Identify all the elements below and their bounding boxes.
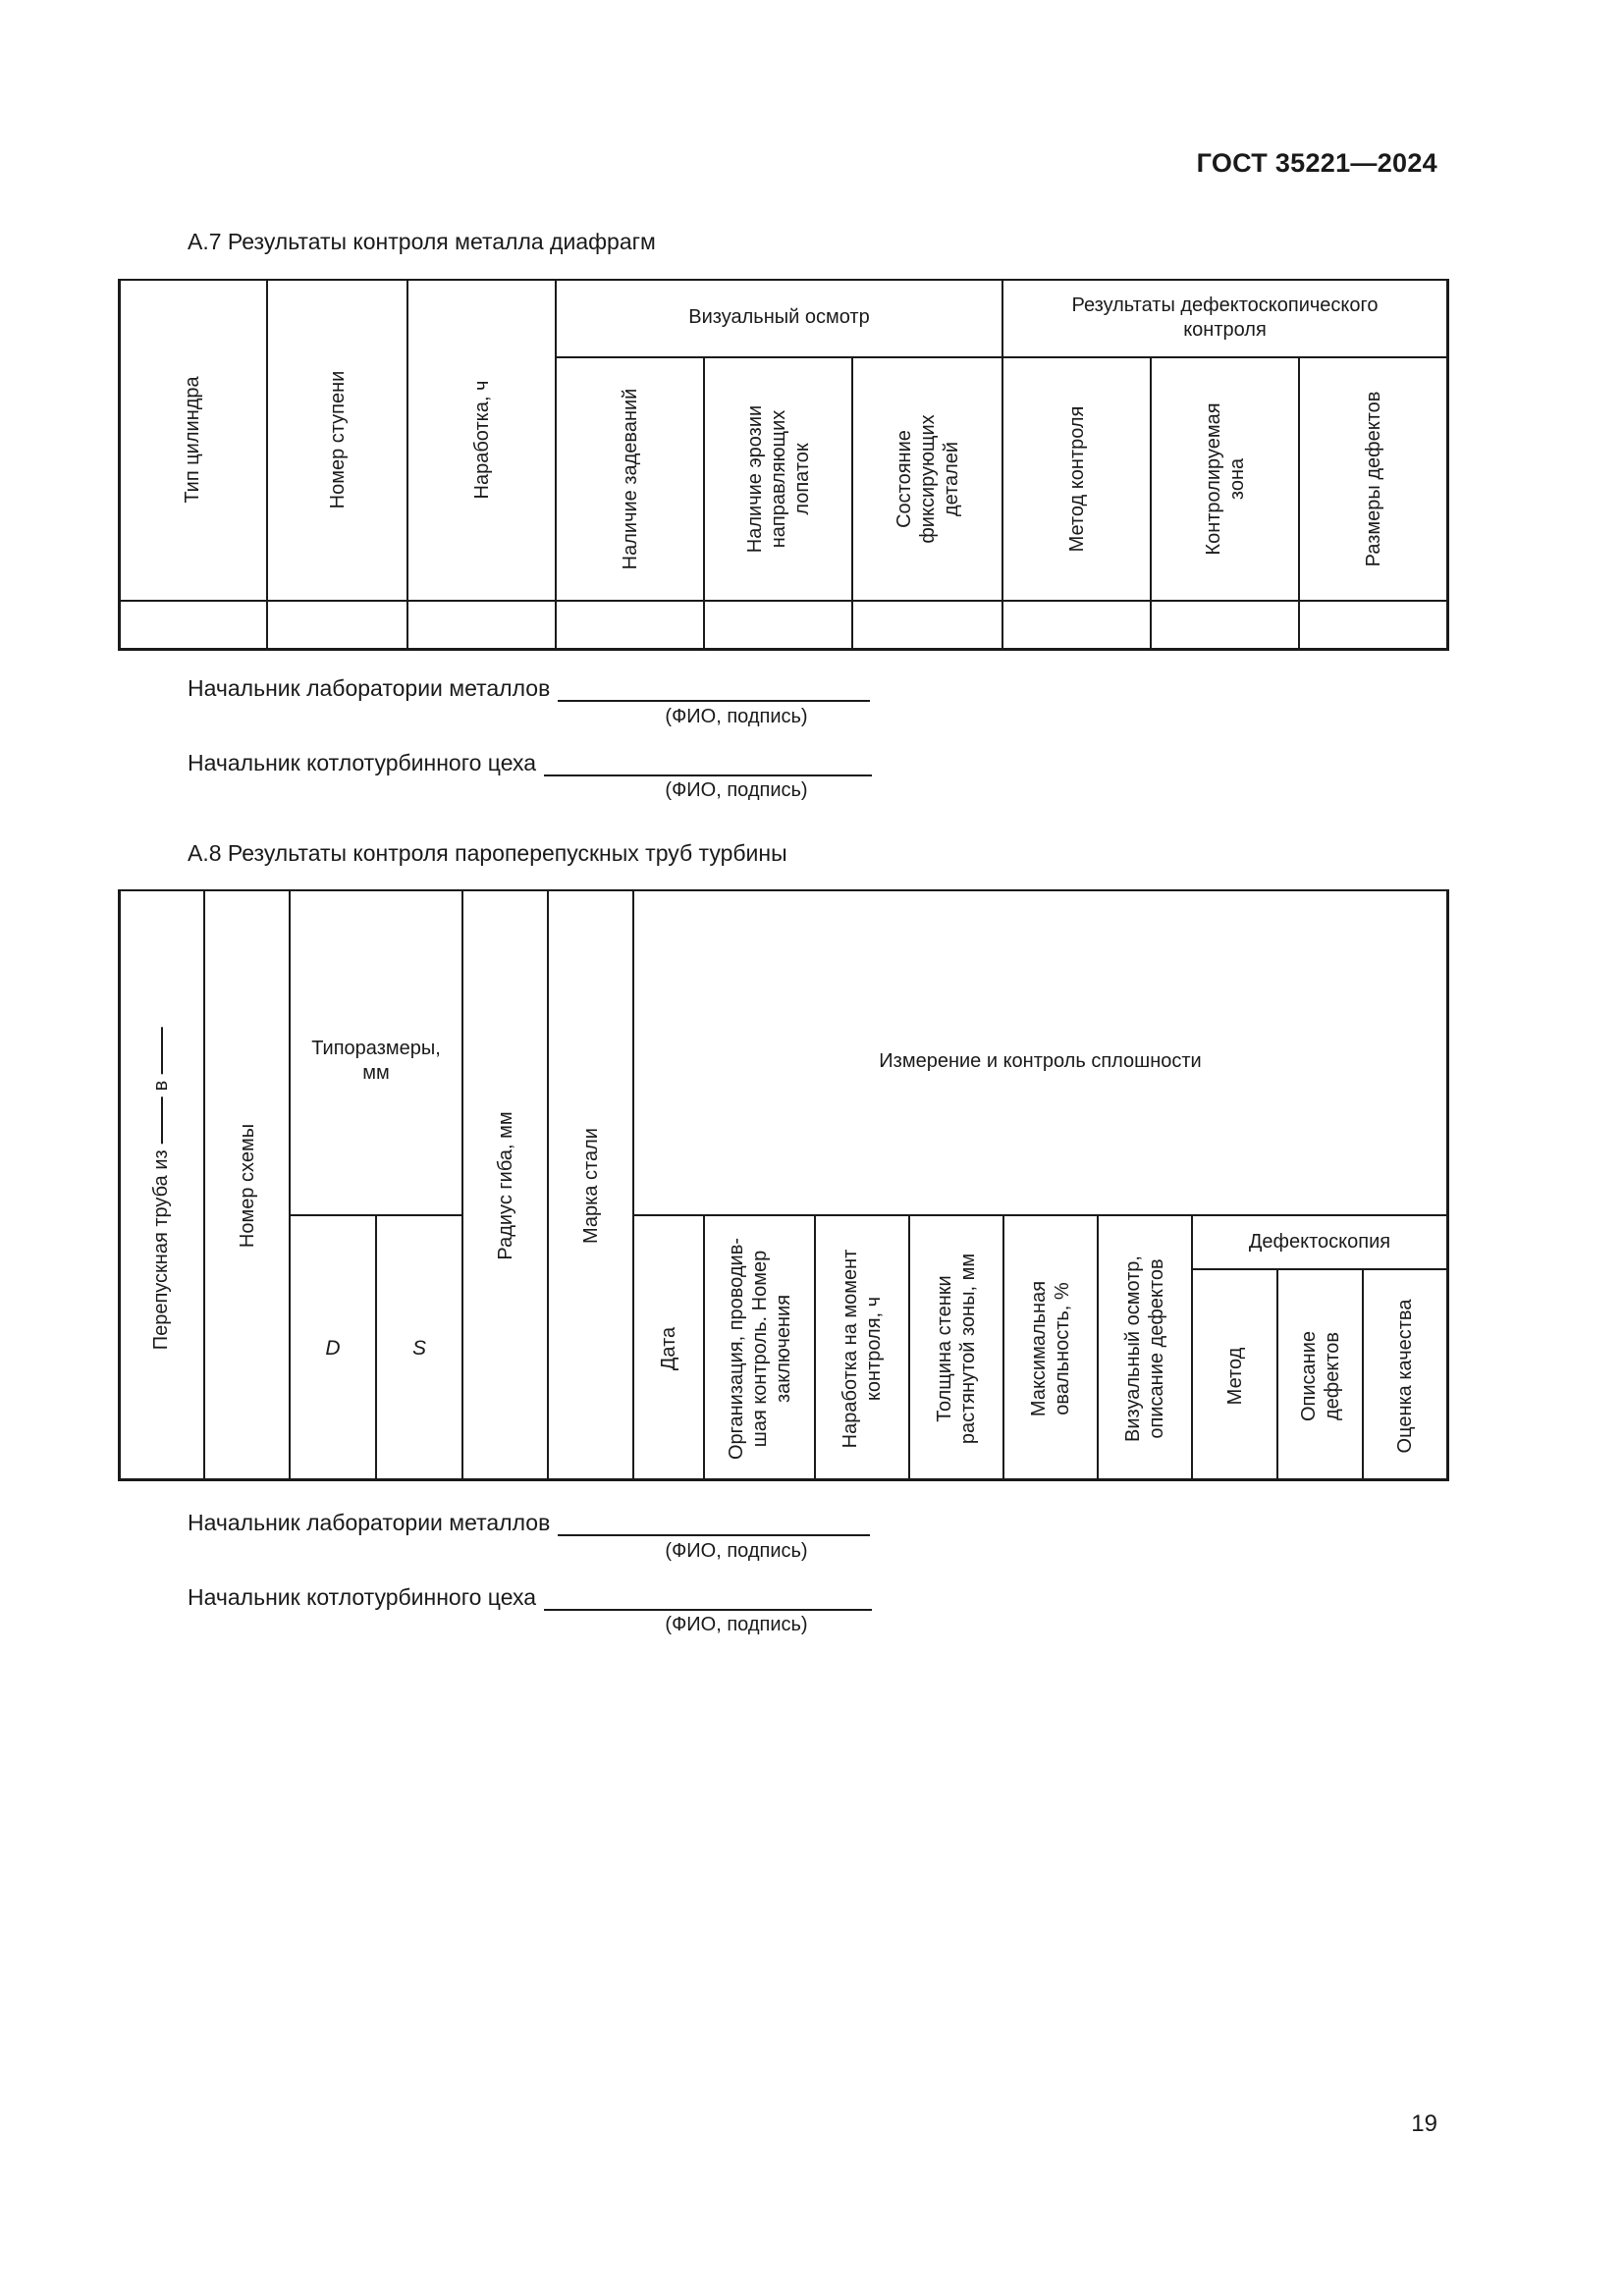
col-group-defectoscopy: Дефектоскопия [1248,1231,1391,1253]
col-steel-grade: Марка стали [579,1127,602,1244]
col-scheme-number: Номер схемы [236,1123,258,1248]
col-visual-inspection: Визуальный осмотр, описание дефектов [1122,1255,1167,1442]
col-quality: Оценка качества [1394,1299,1416,1453]
col-group-measurement: Измерение и контроль сплошности [879,1049,1202,1072]
col-operating-time: Наработка, ч [470,380,493,499]
col-method-a8: Метод [1223,1347,1246,1405]
col-group-sizes: Типоразмеры, мм [311,1038,441,1084]
col-ovality: Максимальная овальность, % [1028,1280,1073,1417]
signature-lab-head-1: Начальник лаборатории металлов [188,675,870,702]
col-stage-number: Номер ступени [326,370,349,508]
col-erosion: Наличие эрозии направляющих лопаток [743,404,813,554]
col-operating-time-at-check: Наработка на момент контроля, ч [839,1249,885,1449]
table-a7 [118,279,1449,652]
col-pipe-from-to: Перепускная труба изв [149,1021,173,1350]
signature-line [558,680,870,702]
signature-hint: (ФИО, подпись) [665,706,808,727]
col-zone: Контролируемая зона [1202,402,1248,556]
table-a8 [118,889,1449,1482]
signature-hint: (ФИО, подпись) [665,779,808,801]
col-date: Дата [658,1326,679,1371]
col-fixing-parts: Состояние фиксирующих деталей [893,414,962,544]
col-wall-thickness: Толщина стенки растянутой зоны, мм [934,1253,979,1445]
section-a7-title: А.7 Результаты контроля металла диафрагм [188,229,656,254]
signature-hint: (ФИО, подпись) [665,1614,808,1635]
col-scoring: Наличие задеваний [619,388,641,570]
col-group-visual: Визуальный осмотр [688,306,870,328]
col-method: Метод контроля [1065,405,1088,553]
signature-hint: (ФИО, подпись) [665,1540,808,1562]
col-bend-radius: Радиус гиба, мм [494,1110,516,1260]
section-a8-title: А.8 Результаты контроля пароперепускных труб турбины [188,840,787,866]
blank-line [160,1096,162,1144]
page-number: 19 [1411,2110,1437,2137]
signature-shop-head-2: Начальник котлотурбинного цеха [188,1584,872,1611]
signature-line [544,755,872,776]
col-organization: Организация, проводившая контроль. Номер заключения [725,1237,794,1461]
col-s: S [411,1337,426,1360]
signature-lab-head-2: Начальник лаборатории металлов [188,1510,870,1536]
col-cylinder-type: Тип цилиндра [181,375,203,504]
signature-line [544,1589,872,1611]
signature-line [558,1515,870,1536]
col-defect-description: Описание дефектов [1297,1330,1343,1421]
signature-shop-head-1: Начальник котлотурбинного цеха [188,750,872,776]
col-group-defects: Результаты дефектоскопического контроля [1071,294,1379,341]
standard-header: ГОСТ 35221—2024 [1196,148,1437,178]
col-d: D [325,1337,341,1360]
blank-line [160,1027,162,1074]
col-defect-sizes: Размеры дефектов [1362,391,1384,567]
